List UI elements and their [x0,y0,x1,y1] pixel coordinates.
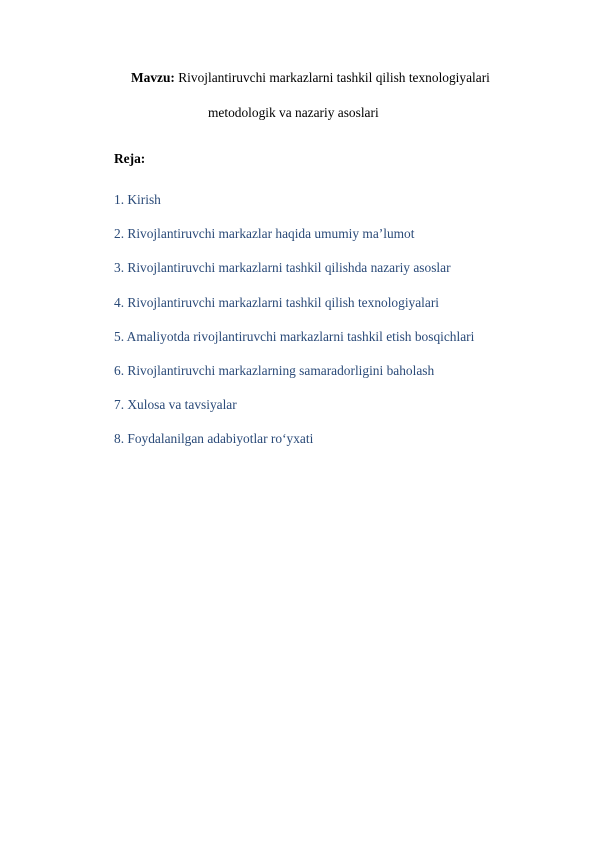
plan-item: 4. Rivojlantiruvchi markazlarni tashkil qilish texnologiyalari [114,294,440,310]
topic-line-1 [131,70,490,86]
topic-text-1: Rivojlantiruvchi markazlarni tashkil qilish texnologiyalari [178,70,490,85]
plan-heading: Reja: [114,151,146,166]
topic-label: Mavzu: [131,70,175,85]
plan-item: 5. Amaliyotda rivojlantiruvchi markazlarni tashkil etish bosqichlari [114,328,475,344]
plan-item: 8. Foydalanilgan adabiyotlar ro‘yxati [114,431,314,447]
plan-item: 6. Rivojlantiruvchi markazlarning samaradorligini baholash [114,362,435,378]
plan-list [114,191,474,465]
plan-item: 3. Rivojlantiruvchi markazlarni tashkil qilishda nazariy asoslar [114,260,451,276]
topic-line-2: metodologik va nazariy asoslari [208,105,379,120]
plan-item: 2. Rivojlantiruvchi markazlar haqida umumiy ma’lumot [114,226,415,242]
plan-item: 1. Kirish [114,192,161,207]
plan-item: 7. Xulosa va tavsiyalar [114,397,237,413]
